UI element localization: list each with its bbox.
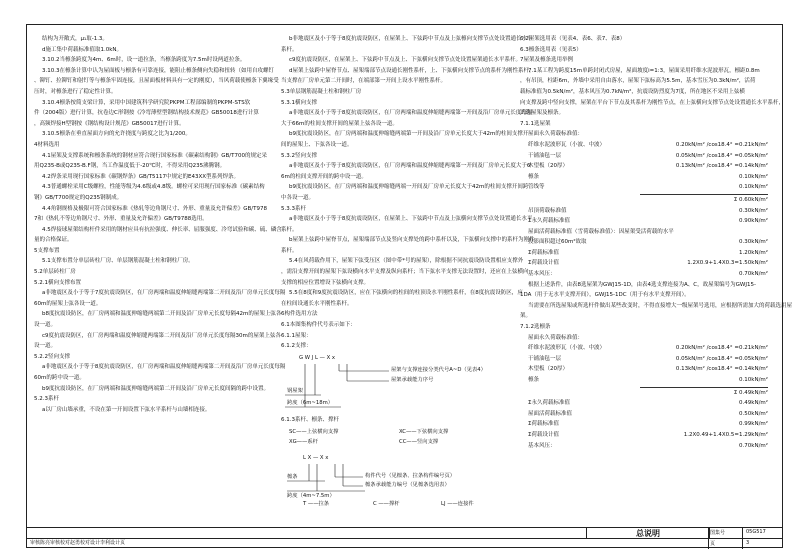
purlin-code-capacity: 檩条承载能力编号（见檩条选用表）: [365, 482, 450, 489]
signature-row: 审核陈亮审核校对赵勇校对设计李利设计页: [30, 540, 126, 546]
col1-para-6-line-0: 4材料选用: [34, 141, 60, 148]
col3_mid-para-0-line-1: 1DA（用于无水平支撑开间），GWJ15-1DC（用于有水平支撑开间）。: [520, 292, 690, 299]
col2-para-17-line-0: 6.1.1屋架：: [281, 332, 312, 339]
purlin-dead-loads: [520, 343, 768, 385]
purlin-code-member: 构件代号（见檩条、拉条构件编号页）: [365, 473, 456, 480]
col3_head-para-2-line-0: 7屋架及檩条选用举例: [520, 57, 573, 64]
col1-para-20-line-0: a非地震区及小于等于8度抗震设防区，在厂房两端和温度伸缩缝两端第二开间及沿厂房单元长度每隔: [42, 364, 286, 371]
loads2-row-5: [520, 258, 768, 269]
atlas-number: 05G517: [746, 529, 766, 535]
loads3-label-1: 干铺油毡一层: [528, 355, 562, 362]
loads3-row-1: [520, 354, 768, 365]
truss-other-loads: [520, 206, 768, 280]
col1-para-3-line-1: 、铆钉、拉铆钉和射钉等与檩条牢固连接，且屋面板材料具有一定的刚度），当风荷载使檩条下翼缘受: [34, 78, 279, 85]
col1-para-23-line-0: a以厂房山墙承重，不设在第一开间设置下弦水平系杆与山墙相连接。: [42, 406, 211, 413]
col1-para-10-line-0: 4.4角钢规格及极限可符合国家标准《热轧等边角钢尺寸、外形、重量及允许偏差》GB/T978: [42, 205, 267, 212]
col1-para-1-line-0: d施工集中荷载标准值取1.0kN。: [42, 46, 123, 53]
truss-code-span: 跨度（6m~18m）: [287, 399, 334, 406]
col3_mid-para-3-line-0: 屋面永久荷载标准值：: [528, 334, 584, 341]
bracing-xc: XC——下弦横向支撑: [399, 429, 449, 436]
purlin-other-loads: [520, 398, 768, 451]
loads1-row-3: [520, 172, 768, 183]
col2-para-5-line-1: 大于66m的柱间支撑开间的屋架上弦各设一道。: [281, 120, 398, 127]
col2-para-8-line-0: a非地震区及小于等于8度抗震设防区，在厂房两端和温度伸缩缝两端第一开间及厂房单元长度大于6: [289, 163, 531, 170]
loads3-row-0: [520, 343, 768, 354]
col2-para-13-line-0: 5.4在风荷载作用下，屋架下弦受压区（图中带*号的屋架），除根据不同抗震设防设置相应支撑外: [289, 258, 524, 265]
col3_head-para-4-line-0: 7.1.1选屋架: [520, 120, 551, 127]
col3_head-para-3-line-2: 载标准值为0.5kN/m²，基本风压为0.7kN/m²，抗震设防烈度为7度，所在地区不采用上弦横: [520, 88, 745, 95]
col1-para-3-line-2: 压时，对檩条进行了稳定性计算。: [34, 88, 117, 95]
col1-para-4-line-0: 3.10.4檩条按简支梁计算，采用中国建筑科学研究院PKPM工程部编制的PKPM-STS软: [42, 99, 251, 106]
truss-code-connection: 屋架与支撑连接分类代号A~D（见表4）: [391, 366, 486, 373]
truss-code-steel-truss: 钢屋架: [287, 387, 303, 394]
col3_head-para-3-line-1: ，有吊顶，柱距6m，外墙中采用自由落水，屋架下弦标高为5.5m，基本雪压为0.3kN/m²，活荷: [520, 78, 756, 85]
loads1-row-4: [520, 182, 768, 193]
col1-para-7-line-0: 4.1屋架及支撑系统和檩条系统的钢材应符合现行国家标准《碳素结构钢》GB/T700的规定采: [42, 152, 267, 159]
purlin-code-tie: T ——拉条: [303, 501, 330, 508]
col1-para-13-line-0: 5.1支撑布置分单层砖柱厂房、单层钢筋混凝土柱和钢柱厂房。: [42, 258, 194, 265]
col2-para-11-line-1: 系杆。: [281, 226, 298, 233]
col1-para-18-line-0: c9度抗震设防区，在厂房两端和温度伸缩缝两端第二开间及沿厂房单元长度每隔30m的屋架上弦各: [42, 332, 281, 339]
col2-para-11-line-0: a非地震区及小于等于8度抗震设防区，在屋架上、下弦跨中节点及上弦横向支撑节点处设置通长水平: [289, 216, 533, 223]
col1-para-17-line-0: b8度抗震设防区，在厂房两端和温度伸缩缝两端第二开间及沿厂房单元长度每隔42m的屋架上弦各: [42, 311, 282, 318]
col1-para-16-line-1: 60m的屋架上弦各设一道。: [34, 300, 102, 307]
col2-para-14-line-1: 在柱间设通长水平刚性系杆。: [281, 300, 353, 307]
truss-dead-load-sum: Σ 0.60kN/m²: [733, 196, 768, 203]
col3_head-para-0-line-0: 6.2屋架选用表（见表4、表6、表7、表8）: [520, 36, 626, 42]
loads2-row-4: [520, 248, 768, 259]
loads2-value-3: 0.30kN/m²: [739, 239, 768, 246]
loads4-row-0: [520, 398, 768, 409]
purlin-code-span: 跨度（4m~7.5m）: [287, 493, 335, 500]
col1-para-0-line-0: 结构为开敞式，μ₁取-1.3。: [42, 36, 108, 42]
col1-para-9-line-0: 4.3普通螺栓采用C级螺栓，性能等级为4.6级或4.8级。螺栓可采用现行国家标准《碳素结构: [42, 184, 265, 191]
atlas-number-label: 图集号: [710, 530, 726, 536]
loads4-row-1: [520, 409, 768, 420]
loads2-row-1: [520, 216, 768, 227]
col2-para-6-line-0: b9度抗震设防区，在厂房两端和温度伸缩缝两端第一开间及沿厂房单元长度大于42m的柱间支撑开: [289, 131, 529, 138]
col1-para-22-line-0: 5.2.3系杆: [34, 396, 59, 403]
loads2-label-6: 基本风压：: [528, 271, 556, 278]
col2-para-16-line-0: 6.1本图集构件代号表示如下：: [281, 322, 356, 329]
loads2-value-6: 0.70kN/m²: [739, 271, 768, 278]
purlin-code-purlin: 檩条: [287, 474, 298, 481]
col2-para-13-line-2: 支撑的相应位置增设下弦横向支撑。: [281, 279, 370, 286]
col2-para-9-line-0: b9度抗震设防区，在厂房两端和温度伸缩缝两端一开间及厂房单元长度大于42m的柱间支撑开间跨: [289, 184, 529, 191]
loads3-value-3: 0.10kN/m²: [739, 377, 768, 383]
bracing-sc: SC——上弦横向支撑: [289, 429, 339, 436]
loads1-row-1: [520, 151, 768, 162]
loads3-label-3: 檩条: [528, 377, 540, 383]
col1-para-3-line-0: 3.10.3在檩条计算中认为屋面板与檩条有可靠连接，能阻止檩条侧向失稳和扭转（如用自攻螺钉: [42, 67, 274, 74]
loads1-label-2: 木望板（20厚）: [528, 163, 568, 170]
col3_head-para-1-line-0: 6.3檩条选用表（见表5）: [520, 46, 582, 53]
column-1: [34, 34, 286, 415]
loads4-row-2: [520, 419, 768, 430]
col1-para-20-line-1: 60m的跨中设一道。: [34, 375, 85, 381]
loads4-label-4: 基本风压：: [528, 442, 556, 449]
loads2-label-1: Σ永久荷载标准值: [528, 218, 570, 225]
truss-code: G W J L — X x: [299, 354, 336, 361]
col1-para-14-line-0: 5.2单层砖柱厂房: [34, 269, 76, 276]
loads4-value-2: 0.99kN/m²: [739, 421, 768, 428]
loads2-label-3: 投影面积超过60m²故取: [528, 239, 587, 246]
col1-para-19-line-0: 5.2.2竖向支撑: [34, 353, 70, 360]
loads1-label-4: 管线等: [528, 184, 545, 191]
loads1-value-1: 0.05kN/m² /cos18.4° =0.05kN/m²: [675, 152, 768, 159]
loads2-value-0: 0.30kN/m²: [739, 207, 768, 214]
col1-para-11-line-0: 4.5焊接球屋架结构杆件采用的钢材应具有抗拉强度、伸长率、屈服强度、冷弯试验和碳、硫、磷含: [42, 226, 282, 233]
column-2: [281, 34, 535, 511]
col2-para-3-line-0: 5.3单层钢筋混凝土柱和钢柱厂房: [281, 88, 362, 95]
loads4-row-4: [520, 441, 768, 452]
col2-para-14-line-0: 5.5在8度和9度抗震设防区，应在下弦横向的柱间的柱顶设水平刚性系杆，在8度抗震设防区，应: [289, 290, 523, 297]
col3_head-para-5-line-0: 屋面永久荷载标准值：: [528, 131, 584, 138]
purlin-code-diagram: [281, 455, 508, 509]
col2-para-12-line-0: b屋架上弦跨中屋脊节点，屋架端部节点及竖向支撑处的跨中系杆以及，下弦横向支撑中的系杆为刚性: [289, 237, 535, 244]
loads4-label-1: 屋面活荷载标准值: [528, 410, 573, 417]
loads2-row-0: [520, 206, 768, 217]
loads1-label-0: 纤维水泥波形瓦（小波、中波）: [528, 141, 606, 148]
loads3-value-1: 0.05kN/m² /cos18.4° =0.05kN/m²: [675, 355, 768, 362]
col2-para-0-line-0: b非地震区及小于等于8度抗震设防区，在屋架上、下弦跨中节点及上弦檩向支撑节点处设置通长水平: [289, 36, 533, 42]
loads1-label-3: 檩条: [528, 173, 540, 180]
truss-dead-loads: [520, 140, 768, 193]
col3_head-para-3-line-0: 7.1某工程为跨度15m单跨封闭式房屋，屋面坡度i=1:3，屋面采用纤维水泥波形瓦，檩距0.8m: [528, 67, 760, 74]
bracing-cc: CC——竖向支撑: [399, 439, 439, 446]
col1-para-5-line-0: 3.10.5檩条在垂直屋面方向的允许挠度与跨度之比为1/200。: [42, 131, 191, 138]
col1-para-9-line-1: 钢》GB/T700规定的Q235钢制成。: [34, 194, 123, 201]
col3_mid-para-1-line-0: 当需要在所选屋架或所选杆件做出某些改变时，不得直接增大一级屋架号选用，应根据所需加大的荷载选用屋: [528, 302, 793, 309]
col1-para-15-line-0: 5.2.1横向支撑布置: [34, 279, 81, 286]
purlin-code: L X — X x: [303, 455, 329, 462]
col1-para-18-line-1: 设一道。: [34, 343, 57, 350]
loads4-value-4: 0.70kN/m²: [739, 442, 768, 449]
col2-para-8-line-1: 6m的柱间支撑开间的跨中设一道。: [281, 173, 367, 180]
col1-para-10-line-1: 7和《热轧不等边角钢尺寸、外形、重量及允许偏差》GB/T9788选用。: [34, 216, 208, 223]
column-3-mid: [520, 280, 793, 344]
col2-para-15-line-0: 6构件选用方法: [281, 311, 318, 318]
col3_mid-para-0-line-0: 根据上述条件，由表8选屋架为GWJ15-1D，由表4选支撑连接为A、C，故屋架编号为GWJ15-: [528, 281, 756, 288]
loads2-row-3: [520, 237, 768, 248]
col1-para-11-line-1: 量的合格保证。: [34, 237, 73, 244]
loads3-row-2: [520, 364, 768, 375]
loads3-label-0: 纤维水泥波形瓦（小波、中波）: [528, 345, 606, 352]
purlin-code-connector: LJ ——连接件: [441, 501, 474, 508]
col2-para-2-line-1: 当支撑在厂房单元第二开间时，在端部第一开间上设水平刚性系杆。: [281, 78, 447, 85]
col3_mid-para-2-line-0: 7.1.2选檩条: [520, 324, 551, 331]
col1-para-8-line-0: 4.2焊条采用现行国家标准《碳钢焊条》GB/T5117中规定的E43XX型系列焊条。: [42, 173, 240, 180]
col1-para-12-line-0: 5支撑布置: [34, 247, 60, 254]
bracing-code-diagram: [281, 428, 508, 450]
loads1-label-1: 干铺油毡一层: [528, 152, 562, 159]
loads4-label-3: Σ荷载设计值: [528, 431, 559, 438]
truss-code-diagram: [281, 355, 508, 413]
col2-para-6-line-1: 间的屋架上、下弦各设一道。: [281, 141, 353, 148]
loads2-row-2: [520, 227, 768, 238]
loads4-label-2: Σ荷载标准值: [528, 421, 559, 428]
loads1-value-2: 0.13kN/m² /cos18.4° =0.14kN/m²: [675, 163, 768, 170]
column-3: [520, 34, 793, 451]
column-3-head: [520, 34, 785, 140]
col2-para-18-line-0: 6.1.2支撑：: [281, 343, 312, 350]
col2-para-10-line-0: 5.3.3系杆: [281, 205, 306, 212]
loads3-value-2: 0.13kN/m² /cos18.4° =0.14kN/m²: [675, 366, 768, 373]
col3_head-para-3-line-3: 向支撑及跨中竖向支撑，屋架在平台下节点及其系杆为刚性节点，在上弦横向支撑节点处设置通长水平系杆，: [520, 99, 785, 106]
title-block: [26, 527, 783, 548]
col2-para-9-line-1: 中各设一道。: [281, 194, 315, 201]
col2-para-12-line-1: 系杆。: [281, 247, 298, 254]
loads1-row-0: [520, 140, 768, 151]
loads2-row-6: [520, 269, 768, 280]
loads2-value-2: [660, 227, 768, 238]
loads4-value-0: 0.49kN/m²: [739, 400, 768, 407]
col1-para-17-line-1: 设一道。: [34, 322, 57, 329]
col2-para-5-line-0: a非地震区及小于等于8度抗震设防区，在厂房两端和温度伸缩缝两端第一开间及沿厂房单元长度每隔: [289, 110, 533, 117]
loads2-value-1: 0.90kN/m²: [739, 218, 768, 225]
col2-para-2-line-0: d屋架上弦跨中屋脊节点、屋架端部节点设通长刚性系杆，上、下弦横向支撑节点的系杆为刚性系杆，: [289, 67, 535, 74]
loads2-label-5: Σ荷载设计值: [528, 260, 559, 267]
loads1-row-2: [520, 161, 768, 172]
purlin-dead-load-sum: Σ 0.49kN/m²: [733, 389, 768, 396]
loads2-value-4: 1.20kN/m²: [739, 249, 768, 256]
loads3-label-2: 木望板（20厚）: [528, 366, 568, 373]
section-bracing-title: 6.1.3系杆、檩条、撑杆: [281, 416, 339, 423]
loads1-value-3: 0.10kN/m²: [739, 173, 768, 180]
col1-para-21-line-0: b9度抗震设防区，在厂房两端和温度伸缩缝两端第二开间及沿厂房单元长度间隔的跨中设置。: [42, 385, 269, 392]
col2-para-0-line-1: 系杆。: [281, 46, 298, 53]
page-label: 页: [710, 541, 716, 547]
col2-para-13-line-1: ，需沿支撑开间的屋架下弦设横向水平支撑及纵向系杆；当下弦水平支撑无法设置时，还应在上弦横向: [281, 269, 529, 276]
loads4-value-1: 0.50kN/m²: [739, 410, 768, 417]
drawing-title: 总说明: [586, 528, 710, 539]
loads4-value-3: 1.2X0.49+1.4X0.5=1.29kN/m²: [683, 431, 768, 438]
col1-para-4-line-2: ，高频焊接H型钢按《钢结构设计规范》GB50017进行计算。: [34, 120, 185, 127]
col3_head-para-3-line-4: 试选屋架及檩条。: [520, 110, 565, 117]
col2-para-1-line-0: c9度抗震设防区，在屋架上、下弦跨中节点及上、下弦横向支撑节点处设置屋架通长水平系杆。: [289, 57, 522, 64]
purlin-code-strut: C ——撑杆: [373, 501, 400, 508]
col2-para-7-line-0: 5.3.2竖向支撑: [281, 152, 317, 159]
loads2-value-5: 1.2X0.9+1.4X0.3=1.50kN/m²: [687, 260, 768, 267]
loads2-label-2: 屋面活荷载标准值（雪荷载标准值）：因屋架受活荷载的水平: [528, 228, 674, 235]
col1-para-7-line-1: 用Q235-B或Q235-B.F钢，当工作温度低于-20℃时，不得采用Q235沸腾钢。: [34, 163, 226, 170]
col1-para-16-line-0: a非地震区及小于等于7度抗震设防区，在厂房两端和温度伸缩缝两端第二开间及沿厂房单元长度每隔: [42, 290, 286, 297]
loads4-label-0: Σ永久荷载标准值: [528, 400, 570, 407]
loads2-label-0: 吊顶荷载标准值: [528, 207, 567, 214]
col1-para-4-line-1: 件（2004版）进行计算，抗卷边C形钢按《冷弯薄壁型钢结构技术规范》GB50018进行计算: [34, 110, 259, 117]
col1-para-2-line-0: 3.10.2当檩条跨度为4m、6m时，设一道拉条，当檩条跨度为7.5m时设两道拉条。: [42, 57, 246, 64]
bracing-xg: XG——系杆: [289, 439, 318, 446]
col3_mid-para-1-line-1: 架。: [520, 313, 532, 320]
loads3-row-3: [520, 375, 768, 386]
loads1-value-0: 0.20kN/m² /cos18.4° =0.21kN/m²: [675, 141, 768, 148]
title-block-vline-2: [742, 528, 743, 549]
col2-para-4-line-0: 5.3.1横向支撑: [281, 99, 317, 106]
loads2-label-4: Σ荷载标准值: [528, 249, 559, 256]
loads4-row-3: [520, 430, 768, 441]
loads1-value-4: 0.10kN/m²: [739, 184, 768, 191]
page-number: 3: [746, 540, 750, 546]
loads3-value-0: 0.20kN/m² /cos18.4° =0.21kN/m²: [675, 345, 768, 352]
truss-code-capacity: 屋架承载能力序号: [391, 376, 434, 383]
